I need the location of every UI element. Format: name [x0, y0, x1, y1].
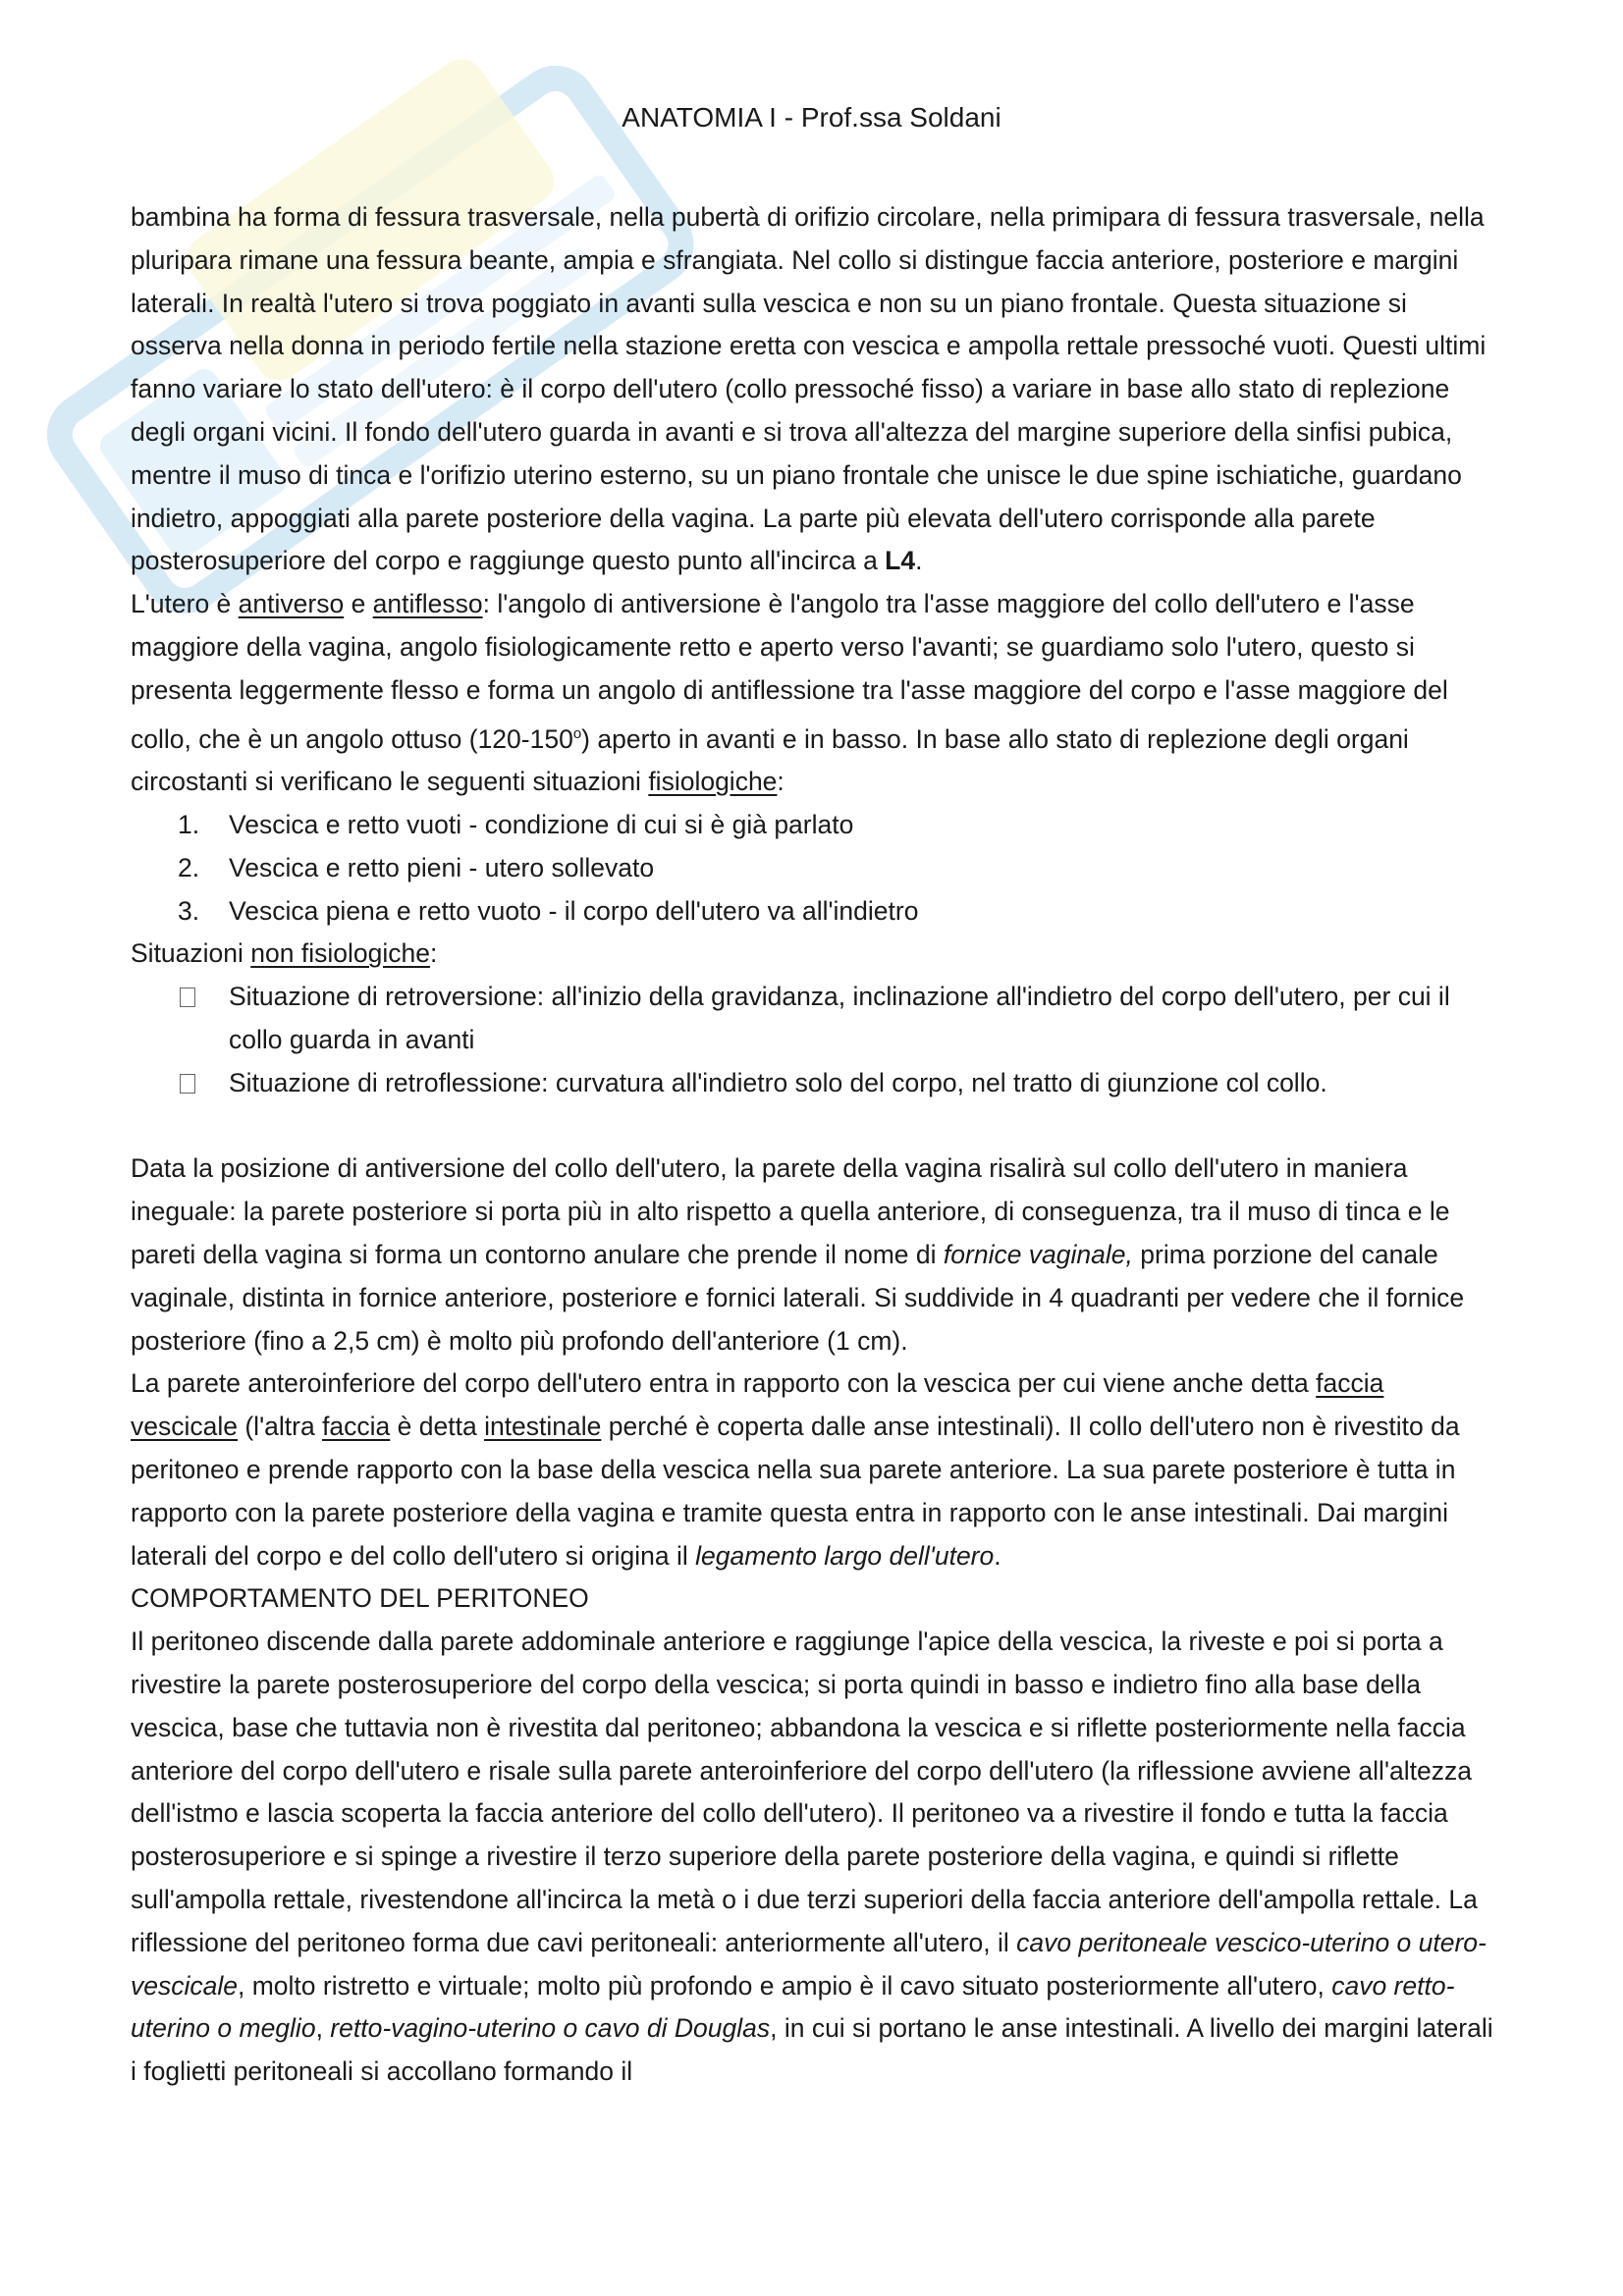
bullet-box-icon [180, 976, 219, 1019]
paragraph: Data la posizione di antiversione del collo dell'utero, la parete della vagina risalirà sul collo dell'utero in maniera ineguale: la parete posteriore si porta più in alto rispetto a quella anteriore, di conseguenza, tra il muso di tinca e le pareti della vagina si forma un contorno anulare che prende il nome di fornice vaginale, prima porzione del canale vaginale, distinta in fornice anteriore, posteriore e fornici laterali. Si suddivide in 4 quadranti per vedere che il fornice posteriore (fino a 2,5 cm) è molto più profondo dell'anteriore (1 cm). [131, 1153, 1465, 1356]
document-body [131, 196, 1497, 2094]
paragraph: bambina ha forma di fessura trasversale, nella pubertà di orifizio circolare, nella primipara di fessura trasversale, nella pluripara rimane una fessura beante, ampia e sfrangiata. Nel collo si distingue faccia anteriore, posteriore e margini laterali. In realtà l'utero si trova poggiato in avanti sulla vescica e non su un piano frontale. Questa situazione si osserva nella donna in periodo fertile nella stazione eretta con vescica e ampolla rettale pressoché vuoti. Questi ultimi fanno variare lo stato dell'utero: è il corpo dell'utero (collo pressoché fisso) a variare in base allo stato di replezione degli organi vicini. Il fondo dell'utero guarda in avanti e si trova all'altezza del margine superiore della sinfisi pubica, mentre il muso di tinca e l'orifizio uterino esterno, su un piano frontale che unisce le due spine ischiatiche, guardano indietro, appoggiati alla parete posteriore della vagina. La parte più elevata dell'utero corrisponde alla parete posterosuperiore del corpo e raggiunge questo punto all'incirca a L4. [131, 202, 1487, 576]
page-header: ANATOMIA I - Prof.ssa Soldani [622, 102, 1001, 133]
paragraph: La parete anteroinferiore del corpo dell'utero entra in rapporto con la vescica per cui viene anche detta faccia vescicale (l'altra faccia è detta intestinale perché è coperta dalle anse intestinali). Il collo dell'utero non è rivestito da peritoneo e prende rapporto con la base della vescica nella sua parete anteriore. La sua parete posteriore è tutta in rapporto con la parete posteriore della vagina e tramite questa entra in rapporto con le anse intestinali. Dai margini laterali del corpo e del collo dell'utero si origina il legamento largo dell'utero. [131, 1368, 1460, 1571]
list-item: Situazione di retroversione: all'inizio della gravidanza, inclinazione all'indietro del corpo dell'utero, per cui il collo guarda in avanti [131, 976, 1497, 1062]
blank-line [131, 1105, 1497, 1148]
list-item: 2. Vescica e retto pieni - utero sollevato [178, 852, 655, 882]
list-item: 1. Vescica e retto vuoti - condizione di cui si è già parlato [178, 809, 854, 839]
paragraph: Il peritoneo discende dalla parete addominale anteriore e raggiunge l'apice della vescica, la riveste e poi si porta a rivestire la parete posterosuperiore del corpo della vescica; si porta quindi in basso e indietro fino alla base della vescica, base che tuttavia non è rivestita dal peritoneo; abbandona la vescica e si riflette posteriormente nella faccia anteriore del corpo dell'utero e risale sulla parete anteroinferiore del corpo dell'utero (la riflessione avviene all'altezza dell'istmo e lascia scoperta la faccia anteriore del collo dell'utero). Il peritoneo va a rivestire il fondo e tutta la faccia posterosuperiore e si spinge a rivestire il terzo superiore della parete posteriore della vagina, e quindi si riflette sull'ampolla rettale, rivestendone all'incirca la metà o i due terzi superiori della faccia anteriore dell'ampolla rettale. La riflessione del peritoneo forma due cavi peritoneali: anteriormente all'utero, il cavo peritoneale vescico-uterino o utero-vescicale, molto ristretto e virtuale; molto più profondo e ampio è il cavo situato posteriormente all'utero, cavo retto-uterino o meglio, retto-vagino-uterino o cavo di Douglas, in cui si portano le anse intestinali. A livello dei margini laterali i foglietti peritoneali si accollano formando il [131, 1627, 1493, 2087]
bullet-box-icon [180, 1062, 219, 1105]
list-item: 3. Vescica piena e retto vuoto - il corpo dell'utero va all'indietro [178, 895, 919, 926]
section-heading: COMPORTAMENTO DEL PERITONEO [131, 1583, 589, 1614]
paragraph: Situazioni non fisiologiche: [131, 938, 438, 969]
bullet-list [131, 976, 1497, 1104]
numbered-list [131, 804, 1497, 933]
paragraph: L'utero è antiverso e antiflesso: l'angolo di antiversione è l'angolo tra l'asse maggiore del collo dell'utero e l'asse maggiore della vagina, angolo fisiologicamente retto e aperto verso l'avanti; se guardiamo solo l'utero, questo si presenta leggermente flesso e forma un angolo di antiflessione tra l'asse maggiore del corpo e l'asse maggiore del collo, che è un angolo ottuso (120-150$^o$) aperto in avanti e in basso. In base allo stato di replezione degli organi circostanti si verificano le seguenti situazioni fisiologiche: [131, 589, 1448, 797]
list-item: Situazione di retroflessione: curvatura all'indietro solo del corpo, nel tratto di giunzione col collo. [131, 1062, 1497, 1105]
